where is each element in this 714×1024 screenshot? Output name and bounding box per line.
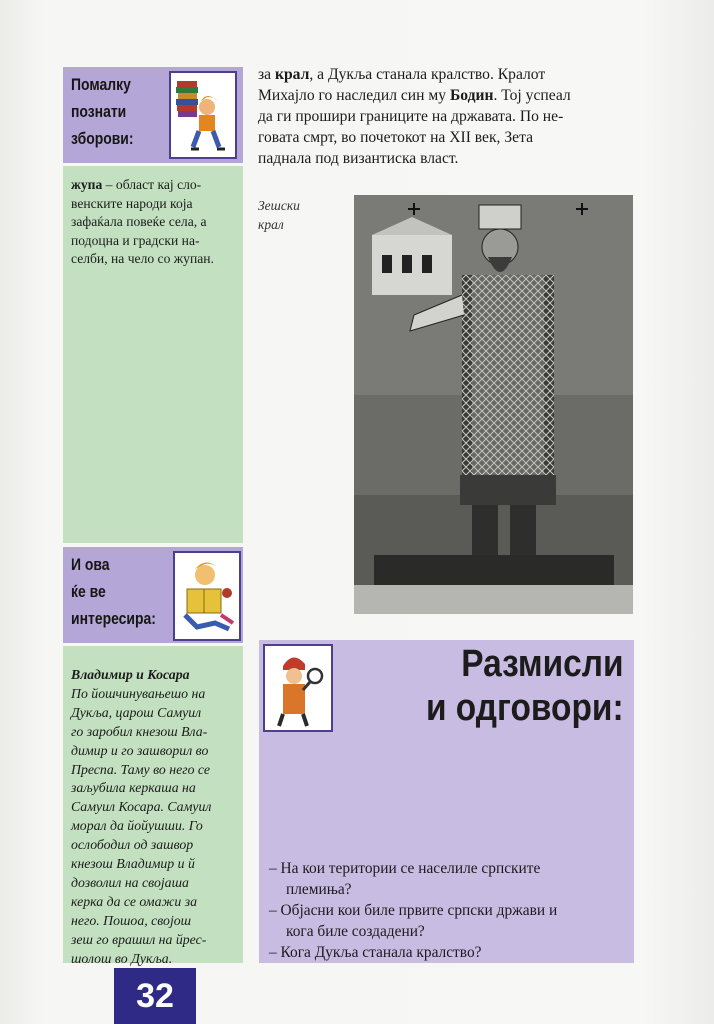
interest-story — [71, 666, 235, 969]
keyword-bodin: Бодин — [449, 87, 494, 104]
vocabulary-title-line: зборови: — [71, 129, 134, 148]
vocabulary-title-line: Помалку — [71, 75, 131, 94]
story-line: морал да йойушши. Го — [71, 818, 203, 834]
main-paragraph — [258, 64, 633, 169]
interest-title-line: И ова — [71, 555, 110, 574]
think-title-line: и одговори: — [426, 687, 624, 729]
story-line: керка да се омажи за — [71, 893, 197, 909]
page-number: 32 — [114, 968, 196, 1024]
definition-line: подоцна и градски на- — [71, 232, 200, 248]
interest-title — [71, 551, 156, 632]
paragraph-line: за крал, а Дукља станала кралство. Кралот — [258, 66, 546, 83]
caption-line: Зешски — [258, 198, 300, 213]
reading-kid-icon — [173, 551, 241, 641]
books-kid-icon — [169, 71, 237, 159]
story-line: зеш го врашил на йрес- — [71, 931, 207, 947]
story-line: дозволил на својаша — [71, 874, 189, 890]
story-line: заљубила керкаша на — [71, 780, 196, 796]
story-line: Дукља, царош Самуил — [71, 704, 202, 720]
figure-caption — [258, 196, 300, 234]
story-line: Преспа. Таму во него се — [71, 761, 210, 777]
question-item: – Кога Дукља станала кралство? — [269, 944, 482, 961]
vocabulary-title — [71, 71, 134, 152]
paragraph-line: паднала под византиска власт. — [258, 150, 459, 167]
think-title-line: Размисли — [461, 643, 624, 685]
vocabulary-definition — [71, 176, 235, 269]
paragraph-line: говата смрт, во почетокот на XII век, Зета — [258, 129, 534, 146]
vocabulary-title-line: познати — [71, 102, 127, 121]
question-item: – Објасни кои биле првите српски држави и кога биле создадени? — [269, 902, 558, 940]
paragraph-line: да ги прошири границите на државата. По не- — [258, 108, 564, 125]
interest-panel — [63, 646, 243, 966]
story-line: кнезош Владимир и й — [71, 856, 195, 872]
story-line: По йошчинувањешо на — [71, 685, 206, 701]
story-line: него. Пошоа, својош — [71, 912, 192, 928]
think-answer-box — [259, 640, 634, 963]
story-line: Самуил Косара. Самуил — [71, 799, 212, 815]
vocabulary-term: жупа — [71, 177, 103, 192]
definition-line: зафаќала повеќе села, а — [71, 214, 207, 230]
caption-line: крал — [258, 217, 284, 232]
story-line: шолош во Дукља. — [71, 950, 173, 966]
keyword-kral: крал — [274, 66, 310, 83]
interest-title-line: интересира: — [71, 609, 156, 628]
detective-magnifier-icon — [263, 644, 333, 732]
question-item: – На кои територии се населиле српските племиња? — [269, 860, 541, 898]
zeta-king-fresco — [354, 195, 633, 614]
definition-line: селби, на чело со жупан. — [71, 251, 214, 267]
story-line: димир и го зашворил во — [71, 742, 209, 758]
definition-line: венските народи која — [71, 195, 193, 211]
paragraph-line: Михајло го наследил син му Бодин. Тој успеал — [258, 87, 571, 104]
interest-header — [63, 547, 243, 643]
story-heading: Владимир и Косара — [71, 667, 190, 682]
think-title — [426, 642, 624, 730]
definition-line: – област кај сло- — [105, 177, 202, 192]
vocabulary-panel — [63, 166, 243, 543]
interest-title-line: ќе ве — [71, 582, 106, 601]
story-line: го заробил кнезош Вла- — [71, 723, 208, 739]
story-line: ослободил од зашвор — [71, 837, 194, 853]
vocabulary-header — [63, 67, 243, 163]
